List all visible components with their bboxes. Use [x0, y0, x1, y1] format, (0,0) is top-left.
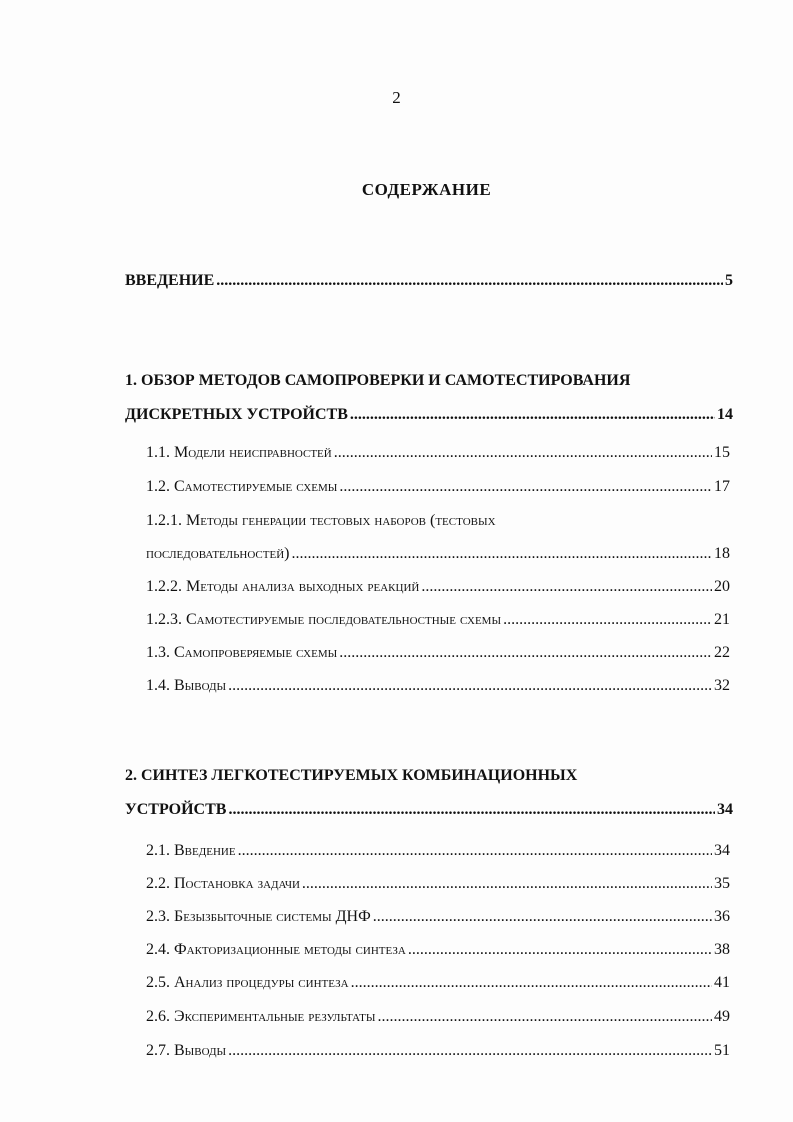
toc-entry-1-4[interactable]	[146, 675, 730, 697]
toc-leader-dots	[302, 873, 712, 895]
toc-entry-page: 36	[714, 908, 730, 925]
toc-entry-chapter1[interactable]	[125, 404, 733, 426]
toc-entry-page: 35	[714, 875, 730, 892]
toc-entry-2-7[interactable]	[146, 1040, 730, 1062]
toc-entry-page: 20	[714, 578, 730, 595]
toc-entry-1-2-1-line1[interactable]	[146, 510, 730, 532]
toc-entry-text: 2.7. Выводы	[146, 1042, 227, 1059]
toc-entry-1-2-2[interactable]	[146, 576, 730, 598]
toc-entry-text: 1.3. Самопроверяемые схемы	[146, 644, 338, 661]
toc-entry-text: 2.3. Безызбыточные системы ДНФ	[146, 908, 371, 925]
toc-entry-page: 21	[714, 611, 730, 628]
toc-leader-dots	[228, 1040, 712, 1062]
toc-entry-page: 49	[714, 1008, 730, 1025]
toc-leader-dots	[503, 609, 712, 631]
toc-entry-chapter2[interactable]	[125, 799, 733, 821]
toc-entry-1-2-1-line2[interactable]	[146, 543, 730, 565]
toc-entry-1-1[interactable]	[146, 442, 730, 464]
toc-entry-text: 1.2.1. Методы генерации тестовых наборов (тестовых	[146, 512, 496, 529]
toc-entry-text: 1.2.3. Самотестируемые последовательностные схемы	[146, 611, 502, 628]
toc-entry-1-2-3[interactable]	[146, 609, 730, 631]
toc-entry-text: 2.1. Введение	[146, 842, 236, 859]
toc-leader-dots	[408, 939, 712, 961]
toc-leader-dots	[291, 543, 712, 565]
toc-entry-2-2[interactable]	[146, 873, 730, 895]
toc-entry-page: 32	[714, 677, 730, 694]
toc-entry-text: последовательностей)	[146, 545, 290, 562]
toc-entry-page: 14	[717, 406, 733, 423]
toc-entry-text: 2.5. Анализ процедуры синтеза	[146, 974, 349, 991]
toc-entry-page: 15	[714, 444, 730, 461]
toc-entry-2-5[interactable]	[146, 972, 730, 994]
toc-entry-1-3[interactable]	[146, 642, 730, 664]
toc-entry-text: ВВЕДЕНИЕ	[125, 272, 215, 289]
toc-entry-2-3[interactable]	[146, 906, 730, 928]
toc-entry-page: 17	[714, 478, 730, 495]
toc-entry-text: 2.2. Постановка задачи	[146, 875, 300, 892]
toc-entry-page: 22	[714, 644, 730, 661]
toc-leader-dots	[238, 840, 712, 862]
chapter2-title-line1: 2. СИНТЕЗ ЛЕГКОТЕСТИРУЕМЫХ КОМБИНАЦИОННЫХ	[125, 767, 578, 784]
toc-entry-text: 1.2.2. Методы анализа выходных реакций	[146, 578, 420, 595]
toc-leader-dots	[334, 442, 712, 464]
toc-entry-text: УСТРОЙСТВ	[125, 801, 227, 818]
toc-entry-page: 34	[717, 801, 733, 818]
toc-entry-intro[interactable]	[125, 270, 733, 292]
toc-entry-page: 41	[714, 974, 730, 991]
toc-entry-text: 2.6. Экспериментальные результаты	[146, 1008, 376, 1025]
toc-entry-2-1[interactable]	[146, 840, 730, 862]
chapter1-title-line1: 1. ОБЗОР МЕТОДОВ САМОПРОВЕРКИ И САМОТЕСТИРОВАНИЯ	[125, 372, 631, 389]
page-number: 2	[392, 88, 401, 107]
toc-leader-dots	[228, 675, 712, 697]
toc-leader-dots	[339, 476, 712, 498]
toc-leader-dots	[350, 404, 715, 426]
toc-leader-dots	[351, 972, 712, 994]
toc-entry-page: 38	[714, 941, 730, 958]
toc-entry-text: ДИСКРЕТНЫХ УСТРОЙСТВ	[125, 406, 348, 423]
toc-leader-dots	[228, 799, 715, 821]
toc-entry-2-4[interactable]	[146, 939, 730, 961]
toc-entry-page: 51	[714, 1042, 730, 1059]
toc-entry-text: 1.1. Модели неисправностей	[146, 444, 332, 461]
toc-leader-dots	[373, 906, 712, 928]
toc-title: СОДЕРЖАНИЕ	[361, 180, 492, 199]
toc-entry-page: 18	[714, 545, 730, 562]
toc-entry-page: 5	[725, 272, 733, 289]
toc-entry-2-6[interactable]	[146, 1006, 730, 1028]
toc-leader-dots	[377, 1006, 712, 1028]
toc-leader-dots	[421, 576, 712, 598]
toc-entry-1-2[interactable]	[146, 476, 730, 498]
toc-entry-text: 1.2. Самотестируемые схемы	[146, 478, 338, 495]
toc-leader-dots	[216, 270, 723, 292]
toc-entry-text: 2.4. Факторизационные методы синтеза	[146, 941, 406, 958]
toc-entry-page: 34	[714, 842, 730, 859]
toc-entry-text: 1.4. Выводы	[146, 677, 227, 694]
toc-leader-dots	[339, 642, 712, 664]
